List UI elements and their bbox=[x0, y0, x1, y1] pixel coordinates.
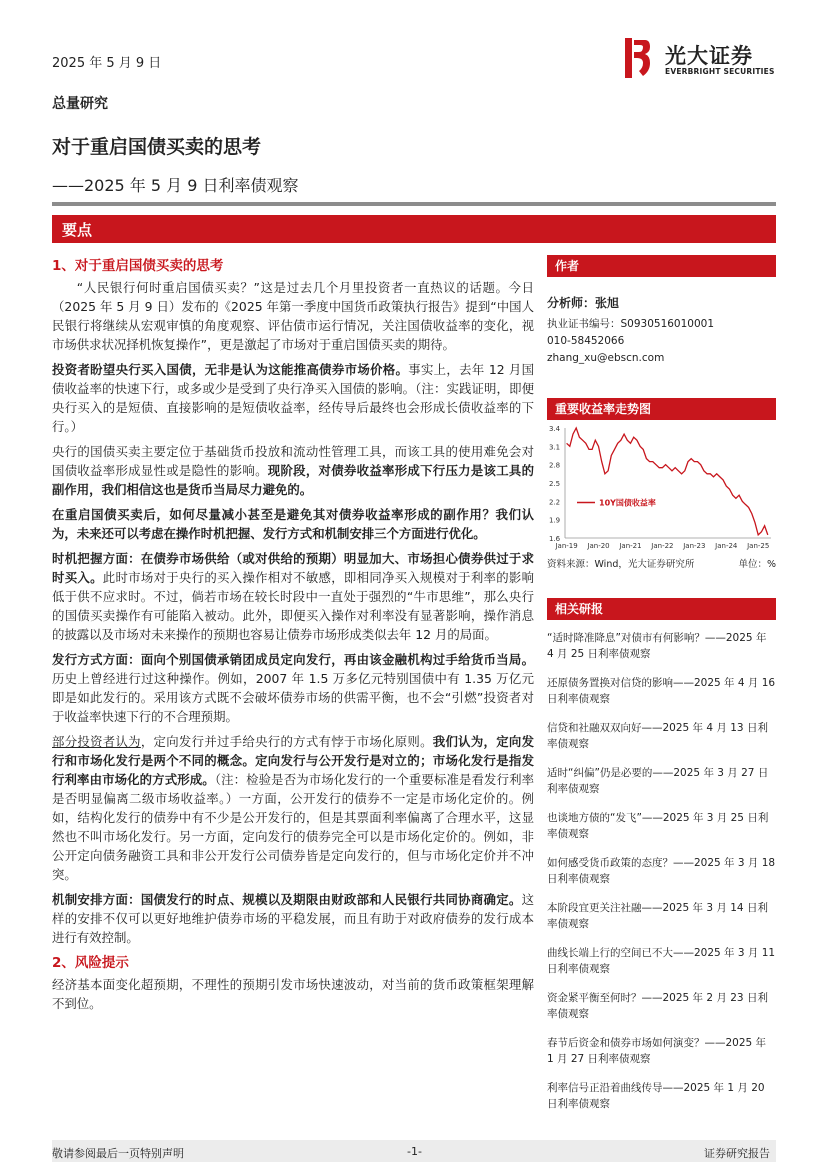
chart-bar: 重要收益率走势图 bbox=[547, 398, 776, 420]
paragraph-3 bbox=[52, 442, 534, 499]
logo-text-en: EVERBRIGHT SECURITIES bbox=[665, 67, 775, 76]
footer-disclaimer: 敬请参阅最后一页特别声明 bbox=[52, 1147, 184, 1160]
chart-x-tick-2: Jan-21 bbox=[619, 542, 642, 550]
chart-y-tick-5: 3.1 bbox=[549, 443, 561, 452]
paragraph-8-text: 这样的安排不仅可以更好地维护债券市场的平稳发展，而且有助于对政府债券的发行成本进行有效控制。 bbox=[52, 892, 534, 945]
chart-source: 资料来源：Wind，光大证券研究所 bbox=[547, 559, 695, 570]
related-research-list bbox=[547, 630, 776, 1125]
related-report-1[interactable]: “适时降准降息”对债市有何影响？——2025 年 4 月 25 日利率债观察 bbox=[547, 632, 767, 660]
paragraph-8 bbox=[52, 890, 534, 947]
paragraph-1: “人民银行何时重启国债买卖？”这是过去几个月里投资者一直热议的话题。今日（2025 年 5 月 9 日）发布的《2025 年第一季度中国货币政策执行报告》提到“中国人民银行将继续从宏观审慎的角度观察、评估债市运行情况，关注国债收益率的变化，视市场供求状况择机恢复操作”，更是激起了市场对于重启国债买卖的期待。 bbox=[52, 280, 534, 352]
keypoints-bar bbox=[52, 215, 776, 243]
paragraph-5 bbox=[52, 549, 534, 644]
chart-x-tick-5: Jan-24 bbox=[715, 542, 738, 550]
footer-label: 证券研究报告 bbox=[704, 1147, 770, 1160]
yield-chart-panel bbox=[547, 398, 776, 556]
related-report-2[interactable]: 还原债务置换对信贷的影响——2025 年 4 月 16 日利率债观察 bbox=[547, 677, 776, 705]
title-rule bbox=[52, 202, 776, 206]
chart-y-tick-0: 1.6 bbox=[549, 535, 561, 543]
chart-y-tick-6: 3.4 bbox=[549, 425, 561, 433]
chart-x-tick-4: Jan-23 bbox=[683, 542, 706, 550]
section-heading-2: 2、风险提示 bbox=[52, 955, 129, 971]
paragraph-2-bold: 投资者盼望央行买入国债，无非是认为这能推高债券市场价格。 bbox=[52, 362, 409, 377]
analyst-cert: 执业证书编号：S0930516010001 bbox=[547, 318, 715, 330]
chart-x-tick-1: Jan-20 bbox=[587, 542, 610, 550]
paragraph-7-text-b: （注：检验是否为市场化发行的一个重要标准是看发行利率是否明显偏离二级市场收益率。）一方面，公开发行的债券不一定是市场化定价的。例如，结构化发行的债券中有不少是公开发行的，但是其票面利率偏离了合理水平，这显然也不叫市场化发行。另一方面，定向发行的债券完全可以是市场化定价的。例如，非公开定向债务融资工具和非公开发行公司债券皆是定向发行的，但与市场化定价并不冲突。 bbox=[52, 772, 534, 882]
paragraph-2-text: 事实上，去年 12 月国债收益率的快速下行，或多或少是受到了央行净买入国债的影响。（注：实践证明，即便央行买入的是短债、直接影响的是短债收益率，经传导后最终也会形成长债收益率的下行。） bbox=[52, 362, 534, 434]
chart-y-tick-3: 2.5 bbox=[549, 480, 561, 488]
related-report-9[interactable]: 资金紧平衡至何时？——2025 年 2 月 23 日利率债观察 bbox=[547, 992, 768, 1020]
related-report-6[interactable]: 如何感受货币政策的态度？——2025 年 3 月 18 日利率债观察 bbox=[547, 857, 776, 885]
chart-unit: 单位：% bbox=[738, 559, 776, 570]
paragraph-2 bbox=[52, 360, 534, 436]
related-report-8[interactable]: 曲线长端上行的空间已不大——2025 年 3 月 11 日利率债观察 bbox=[547, 947, 776, 975]
analyst-phone: 010-58452066 bbox=[547, 335, 625, 347]
page-number: -1- bbox=[407, 1145, 422, 1158]
paragraph-3-text: 央行的国债买卖主要定位于基础货币投放和流动性管理工具，而该工具的使用难免会对国债收益率形成显性或是隐性的影响。 bbox=[52, 444, 534, 478]
analyst-name: 分析师：张旭 bbox=[547, 296, 620, 310]
paragraph-9: 经济基本面变化超预期，不理性的预期引发市场快速波动，对当前的货币政策框架理解不到位。 bbox=[52, 977, 534, 1011]
chart-y-tick-4: 2.8 bbox=[549, 461, 561, 470]
paragraph-7-text-a: ，定向发行并过手给央行的方式有悖于市场化原则。 bbox=[140, 734, 433, 749]
chart-source-row bbox=[547, 556, 776, 570]
report-subtitle: ——2025 年 5 月 9 日利率债观察 bbox=[52, 176, 299, 195]
paragraph-4 bbox=[52, 505, 534, 543]
paragraph-5-bold: 时机把握方面：在债券市场供给（或对供给的预期）明显加大、市场担心债券供过于求时买入。 bbox=[52, 551, 534, 585]
chart-y-tick-2: 2.2 bbox=[549, 498, 561, 507]
paragraph-8-bold: 机制安排方面：国债发行的时点、规模以及期限由财政部和人民银行共同协商确定。 bbox=[52, 892, 522, 907]
analyst-email: zhang_xu@ebscn.com bbox=[547, 352, 665, 364]
related-report-3[interactable]: 信贷和社融双双向好——2025 年 4 月 13 日利率债观察 bbox=[547, 722, 768, 750]
chart-x-tick-0: Jan-19 bbox=[555, 542, 578, 550]
report-title: 对于重启国债买卖的思考 bbox=[52, 136, 262, 158]
logo-text-cn: 光大证券 bbox=[665, 44, 753, 68]
sidebar bbox=[547, 255, 776, 367]
chart-x-tick-3: Jan-22 bbox=[651, 542, 674, 550]
paragraph-7 bbox=[52, 732, 534, 884]
author-bar: 作者 bbox=[547, 255, 776, 277]
main-content bbox=[52, 256, 534, 1019]
chart-y-tick-1: 1.9 bbox=[549, 516, 561, 525]
paragraph-5-text: 此时市场对于央行的买入操作相对不敏感，即相同净买入规模对于利率的影响低于供不应求时。不过，倘若市场在较长时段中一直处于强烈的“牛市思维”，那么央行的国债买卖操作有可能陷入被动。此外，即便买入操作对利率没有显著影响，操作消息的披露以及市场对未来操作的预期也容易让债券市场形成类似去年 12 月的局面。 bbox=[52, 570, 535, 642]
related-research-bar: 相关研报 bbox=[547, 598, 776, 620]
related-report-4[interactable]: 适时“纠偏”仍是必要的——2025 年 3 月 27 日利率债观察 bbox=[547, 767, 769, 795]
paragraph-4-bold: 在重启国债买卖后，如何尽量减小甚至是避免其对债券收益率形成的副作用？我们认为，未来还可以考虑在操作时机把握、发行方式和机制安排三个方面进行优化。 bbox=[52, 507, 534, 541]
paragraph-3-bold: 现阶段，对债券收益率形成下行压力是该工具的副作用，我们相信这也是货币当局尽力避免的。 bbox=[52, 463, 535, 497]
paragraph-6-bold: 发行方式方面：面向个别国债承销团成员定向发行，再由该金融机构过手给货币当局。 bbox=[52, 652, 534, 667]
yield-chart bbox=[547, 420, 776, 556]
section-heading-1: 1、对于重启国债买卖的思考 bbox=[52, 258, 224, 274]
related-report-5[interactable]: 也谈地方债的“发飞”——2025 年 3 月 25 日利率债观察 bbox=[547, 812, 769, 840]
related-report-10[interactable]: 春节后资金和债券市场如何演变？——2025 年 1 月 27 日利率债观察 bbox=[547, 1037, 767, 1065]
paragraph-7-underlined: 部分投资者认为 bbox=[52, 734, 141, 749]
related-report-7[interactable]: 本阶段宜更关注社融——2025 年 3 月 14 日利率债观察 bbox=[547, 902, 768, 930]
chart-legend-label-0: 10Y国债收益率 bbox=[599, 498, 656, 508]
everbright-logo-icon bbox=[625, 38, 651, 78]
paragraph-6-text: 历史上曾经进行过这种操作。例如，2007 年 1.5 万多亿元特别国债中有 1.35 万亿元即是如此发行的。采用该方式既不会破坏债券市场的供需平衡，也不会“引燃”投资者对于收益率快速下行的不合理预期。 bbox=[52, 671, 534, 724]
report-date: 2025 年 5 月 9 日 bbox=[52, 56, 162, 71]
paragraph-7-bold: 我们认为，定向发行和市场化发行是两个不同的概念。定向发行与公开发行是对立的；市场化发行是指发行利率由市场化的方式形成。 bbox=[52, 734, 535, 787]
chart-x-tick-6: Jan-25 bbox=[747, 542, 770, 550]
chart-series-line-0 bbox=[567, 428, 768, 535]
logo bbox=[625, 38, 780, 80]
report-category: 总量研究 bbox=[52, 96, 108, 112]
footer bbox=[52, 1140, 776, 1162]
paragraph-6 bbox=[52, 650, 534, 726]
keypoints-label: 要点 bbox=[62, 221, 93, 239]
related-report-11[interactable]: 利率信号正沿着曲线传导——2025 年 1 月 20 日利率债观察 bbox=[547, 1082, 765, 1110]
